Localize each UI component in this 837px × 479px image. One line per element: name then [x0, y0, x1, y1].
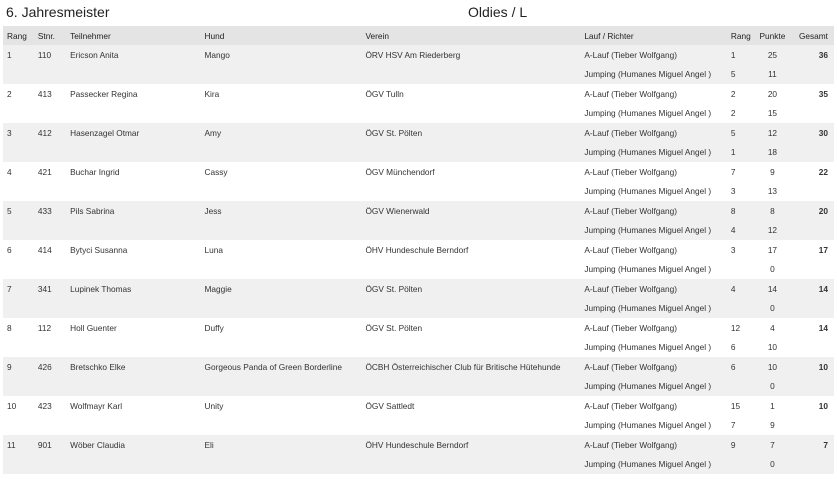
cell-gesamt [791, 221, 834, 241]
category-title: Oldies / L [468, 4, 528, 20]
cell-lauf-rang: 3 [730, 244, 736, 255]
cell-hund [201, 260, 362, 280]
cell-rang [3, 221, 34, 241]
cell-teilnehmer [66, 65, 200, 85]
cell-punkte: 9 [770, 166, 775, 177]
cell-lauf-richter: A-Lauf (Tieber Wolfgang) [584, 244, 678, 255]
cell-punkte: 17 [767, 244, 778, 255]
cell-gesamt [791, 260, 834, 280]
competitor-group [3, 240, 834, 279]
cell-gesamt [791, 182, 834, 202]
cell-rang: 7 [7, 283, 12, 294]
cell-lauf-rang [727, 455, 754, 475]
table-row [3, 435, 834, 455]
cell-lauf-richter: Jumping (Humanes Miguel Angel ) [584, 381, 712, 392]
cell-gesamt: 10 [818, 361, 828, 372]
cell-punkte: 13 [767, 186, 778, 197]
cell-punkte: 10 [767, 342, 778, 353]
table-row [3, 201, 834, 221]
cell-lauf-richter: Jumping (Humanes Miguel Angel ) [584, 342, 712, 353]
cell-hund: Amy [204, 127, 222, 138]
cell-verein [361, 143, 580, 163]
cell-punkte: 12 [767, 127, 778, 138]
cell-lauf-rang [727, 377, 754, 397]
cell-teilnehmer [66, 416, 200, 436]
cell-teilnehmer [66, 299, 200, 319]
cell-lauf-rang: 3 [730, 186, 736, 197]
cell-verein: ÖHV Hundeschule Berndorf [365, 439, 469, 450]
page-title: 6. Jahresmeister [6, 4, 110, 20]
cell-hund: Luna [204, 244, 223, 255]
cell-lauf-richter: A-Lauf (Tieber Wolfgang) [584, 49, 678, 60]
cell-lauf-rang: 7 [730, 166, 736, 177]
cell-hund: Kira [204, 88, 220, 99]
cell-lauf-rang: 4 [730, 283, 736, 294]
cell-lauf-rang: 5 [730, 127, 736, 138]
cell-lauf-richter: A-Lauf (Tieber Wolfgang) [584, 322, 678, 333]
cell-stnr: 414 [37, 244, 52, 255]
cell-punkte: 20 [767, 88, 778, 99]
cell-verein: ÖGV Münchendorf [365, 166, 435, 177]
cell-hund [201, 455, 362, 475]
cell-lauf-richter: A-Lauf (Tieber Wolfgang) [584, 400, 678, 411]
cell-teilnehmer: Passecker Regina [70, 88, 138, 99]
cell-punkte: 14 [767, 283, 778, 294]
cell-stnr: 423 [37, 400, 52, 411]
cell-lauf-rang: 2 [730, 88, 736, 99]
cell-punkte: 11 [768, 69, 777, 80]
table-row [3, 240, 834, 260]
cell-lauf-rang: 4 [730, 225, 736, 236]
cell-stnr [34, 104, 66, 124]
table-header [3, 26, 834, 45]
cell-gesamt: 10 [818, 400, 828, 411]
cell-gesamt: 14 [818, 322, 828, 333]
cell-lauf-richter: A-Lauf (Tieber Wolfgang) [584, 127, 678, 138]
table-row [3, 221, 834, 241]
cell-hund [201, 377, 362, 397]
cell-rang [3, 299, 34, 319]
cell-lauf-richter: Jumping (Humanes Miguel Angel ) [584, 108, 712, 119]
table-row [3, 357, 834, 377]
cell-stnr: 433 [37, 205, 52, 216]
cell-verein: ÖGV St. Pölten [365, 283, 423, 294]
cell-teilnehmer: Bretschko Elke [70, 361, 126, 372]
col-header-teilnehmer: Teilnehmer [70, 30, 111, 41]
col-header-stnr: Stnr. [37, 30, 55, 41]
cell-lauf-richter: Jumping (Humanes Miguel Angel ) [584, 225, 712, 236]
cell-hund: Cassy [204, 166, 228, 177]
cell-hund: Eli [204, 439, 214, 450]
cell-lauf-richter: A-Lauf (Tieber Wolfgang) [584, 88, 678, 99]
competitor-group [3, 45, 834, 84]
cell-rang [3, 455, 34, 475]
cell-stnr [34, 65, 66, 85]
competitor-group [3, 318, 834, 357]
header-row [3, 26, 834, 45]
cell-verein [361, 65, 580, 85]
cell-punkte: 7 [770, 439, 775, 450]
competitor-group [3, 123, 834, 162]
competitor-group [3, 357, 834, 396]
cell-stnr [34, 416, 66, 436]
cell-hund: Jess [204, 205, 222, 216]
cell-teilnehmer [66, 104, 200, 124]
cell-rang [3, 416, 34, 436]
cell-teilnehmer [66, 221, 200, 241]
table-row [3, 104, 834, 124]
table-row [3, 396, 834, 416]
cell-verein: ÖHV Hundeschule Berndorf [365, 244, 469, 255]
cell-punkte: 12 [767, 225, 778, 236]
cell-stnr: 112 [37, 322, 52, 333]
cell-lauf-rang [727, 299, 754, 319]
competitor-group [3, 201, 834, 240]
competitor-group [3, 435, 834, 474]
cell-rang [3, 104, 34, 124]
cell-lauf-rang: 5 [730, 69, 736, 80]
competitor-group [3, 279, 834, 318]
table-row [3, 416, 834, 436]
cell-punkte: 1 [770, 400, 775, 411]
cell-lauf-richter: A-Lauf (Tieber Wolfgang) [584, 205, 678, 216]
cell-lauf-richter: Jumping (Humanes Miguel Angel ) [584, 186, 712, 197]
cell-stnr [34, 143, 66, 163]
cell-verein [361, 260, 580, 280]
cell-lauf-richter: A-Lauf (Tieber Wolfgang) [584, 361, 678, 372]
cell-verein: ÖGV St. Pölten [365, 322, 423, 333]
cell-gesamt [791, 455, 834, 475]
cell-lauf-richter: Jumping (Humanes Miguel Angel ) [584, 147, 712, 158]
cell-lauf-rang: 12 [730, 322, 741, 333]
cell-gesamt [791, 143, 834, 163]
cell-rang [3, 182, 34, 202]
cell-teilnehmer: Pils Sabrina [70, 205, 115, 216]
cell-gesamt: 36 [818, 49, 828, 60]
table-row [3, 377, 834, 397]
cell-verein [361, 221, 580, 241]
cell-lauf-richter: Jumping (Humanes Miguel Angel ) [584, 264, 712, 275]
results-table [3, 26, 834, 474]
cell-gesamt: 22 [818, 166, 828, 177]
table-row [3, 182, 834, 202]
cell-stnr [34, 182, 66, 202]
cell-rang: 6 [7, 244, 12, 255]
cell-teilnehmer [66, 338, 200, 358]
cell-hund [201, 143, 362, 163]
table-row [3, 45, 834, 65]
cell-verein [361, 299, 580, 319]
cell-rang: 8 [7, 322, 12, 333]
cell-rang: 9 [7, 361, 12, 372]
table-row [3, 162, 834, 182]
cell-stnr: 426 [37, 361, 52, 372]
cell-rang [3, 338, 34, 358]
cell-stnr [34, 377, 66, 397]
cell-stnr: 901 [37, 439, 52, 450]
cell-hund [201, 65, 362, 85]
table-row [3, 260, 834, 280]
cell-punkte: 0 [770, 381, 775, 392]
cell-teilnehmer: Wolfmayr Karl [70, 400, 123, 411]
cell-lauf-rang: 8 [730, 205, 736, 216]
cell-stnr [34, 260, 66, 280]
cell-hund [201, 299, 362, 319]
cell-rang: 10 [7, 400, 17, 411]
cell-hund [201, 182, 362, 202]
cell-punkte: 18 [767, 147, 778, 158]
cell-lauf-richter: Jumping (Humanes Miguel Angel ) [584, 459, 712, 470]
cell-teilnehmer: Lupinek Thomas [70, 283, 132, 294]
cell-verein [361, 182, 580, 202]
cell-verein: ÖCBH Österreichischer Club für Britische Hütehunde [365, 361, 561, 372]
cell-stnr [34, 299, 66, 319]
table-row [3, 455, 834, 475]
table-row [3, 84, 834, 104]
table-row [3, 318, 834, 338]
cell-punkte: 10 [767, 361, 778, 372]
cell-lauf-richter: Jumping (Humanes Miguel Angel ) [584, 303, 712, 314]
col-header-punkte: Punkte [759, 30, 786, 41]
cell-rang: 2 [7, 88, 12, 99]
cell-verein [361, 338, 580, 358]
competitor-group [3, 396, 834, 435]
cell-punkte: 9 [770, 420, 775, 431]
cell-punkte: 8 [770, 205, 775, 216]
cell-teilnehmer: Buchar Ingrid [70, 166, 120, 177]
cell-teilnehmer: Ericson Anita [70, 49, 119, 60]
cell-teilnehmer: Hasenzagel Otmar [70, 127, 140, 138]
table-row [3, 338, 834, 358]
cell-rang: 1 [7, 49, 12, 60]
cell-teilnehmer: Holl Guenter [70, 322, 117, 333]
cell-gesamt: 7 [823, 439, 828, 450]
cell-teilnehmer: Wöber Claudia [70, 439, 126, 450]
cell-stnr [34, 221, 66, 241]
cell-stnr [34, 455, 66, 475]
cell-stnr: 341 [37, 283, 52, 294]
table-row [3, 279, 834, 299]
cell-teilnehmer [66, 182, 200, 202]
cell-lauf-rang: 15 [730, 400, 741, 411]
col-header-lauf-rang: Rang [730, 30, 751, 41]
cell-punkte: 0 [770, 303, 775, 314]
cell-teilnehmer [66, 455, 200, 475]
cell-punkte: 0 [770, 264, 775, 275]
competitor-group [3, 162, 834, 201]
col-header-lauf-richter: Lauf / Richter [584, 30, 634, 41]
col-header-gesamt: Gesamt [798, 30, 828, 41]
cell-stnr: 413 [37, 88, 52, 99]
cell-gesamt [791, 416, 834, 436]
cell-lauf-rang: 9 [730, 439, 736, 450]
cell-lauf-richter: Jumping (Humanes Miguel Angel ) [584, 69, 712, 80]
competitor-group [3, 84, 834, 123]
cell-stnr: 421 [37, 166, 52, 177]
cell-gesamt [791, 65, 834, 85]
cell-lauf-richter: A-Lauf (Tieber Wolfgang) [584, 439, 678, 450]
cell-lauf-richter: A-Lauf (Tieber Wolfgang) [584, 283, 678, 294]
cell-lauf-rang: 1 [730, 49, 736, 60]
cell-lauf-rang: 6 [730, 342, 736, 353]
cell-hund [201, 221, 362, 241]
cell-hund [201, 416, 362, 436]
cell-verein [361, 455, 580, 475]
cell-verein [361, 416, 580, 436]
cell-teilnehmer [66, 143, 200, 163]
cell-stnr: 110 [37, 49, 52, 60]
cell-verein: ÖRV HSV Am Riederberg [365, 49, 461, 60]
cell-punkte: 4 [770, 322, 775, 333]
cell-lauf-rang: 7 [730, 420, 736, 431]
cell-hund: Gorgeous Panda of Green Borderline [204, 361, 342, 372]
cell-verein [361, 377, 580, 397]
col-header-verein: Verein [365, 30, 389, 41]
cell-gesamt: 14 [818, 283, 828, 294]
cell-rang [3, 260, 34, 280]
cell-rang [3, 65, 34, 85]
cell-hund [201, 338, 362, 358]
cell-rang [3, 143, 34, 163]
table-row [3, 143, 834, 163]
cell-rang: 11 [7, 439, 16, 450]
cell-punkte: 25 [767, 49, 778, 60]
cell-gesamt [791, 104, 834, 124]
cell-rang: 4 [7, 166, 12, 177]
cell-rang [3, 377, 34, 397]
cell-lauf-rang: 2 [730, 108, 736, 119]
cell-gesamt: 30 [818, 127, 828, 138]
cell-hund: Unity [204, 400, 224, 411]
cell-gesamt: 17 [818, 244, 828, 255]
cell-lauf-rang: 6 [730, 361, 736, 372]
cell-punkte: 0 [770, 459, 775, 470]
cell-stnr [34, 338, 66, 358]
cell-rang: 5 [7, 205, 12, 216]
cell-teilnehmer [66, 377, 200, 397]
table-row [3, 299, 834, 319]
cell-hund [201, 104, 362, 124]
cell-lauf-rang [727, 260, 754, 280]
cell-punkte: 15 [767, 108, 778, 119]
col-header-rang: Rang [7, 30, 27, 41]
cell-lauf-richter: A-Lauf (Tieber Wolfgang) [584, 166, 678, 177]
cell-hund: Mango [204, 49, 230, 60]
cell-verein: ÖGV Sattledt [365, 400, 415, 411]
title-bar [0, 0, 837, 26]
col-header-hund: Hund [204, 30, 225, 41]
cell-verein: ÖGV Tulln [365, 88, 404, 99]
cell-teilnehmer [66, 260, 200, 280]
cell-gesamt: 35 [818, 88, 828, 99]
cell-stnr: 412 [37, 127, 52, 138]
cell-gesamt: 20 [818, 205, 828, 216]
cell-hund: Maggie [204, 283, 232, 294]
table-row [3, 123, 834, 143]
cell-verein: ÖGV Wienerwald [365, 205, 430, 216]
cell-rang: 3 [7, 127, 12, 138]
cell-lauf-richter: Jumping (Humanes Miguel Angel ) [584, 420, 712, 431]
cell-verein: ÖGV St. Pölten [365, 127, 423, 138]
cell-lauf-rang: 1 [730, 147, 736, 158]
cell-gesamt [791, 338, 834, 358]
cell-hund: Duffy [204, 322, 224, 333]
cell-gesamt [791, 377, 834, 397]
cell-gesamt [791, 299, 834, 319]
table-row [3, 65, 834, 85]
cell-verein [361, 104, 580, 124]
cell-teilnehmer: Bytyci Susanna [70, 244, 128, 255]
